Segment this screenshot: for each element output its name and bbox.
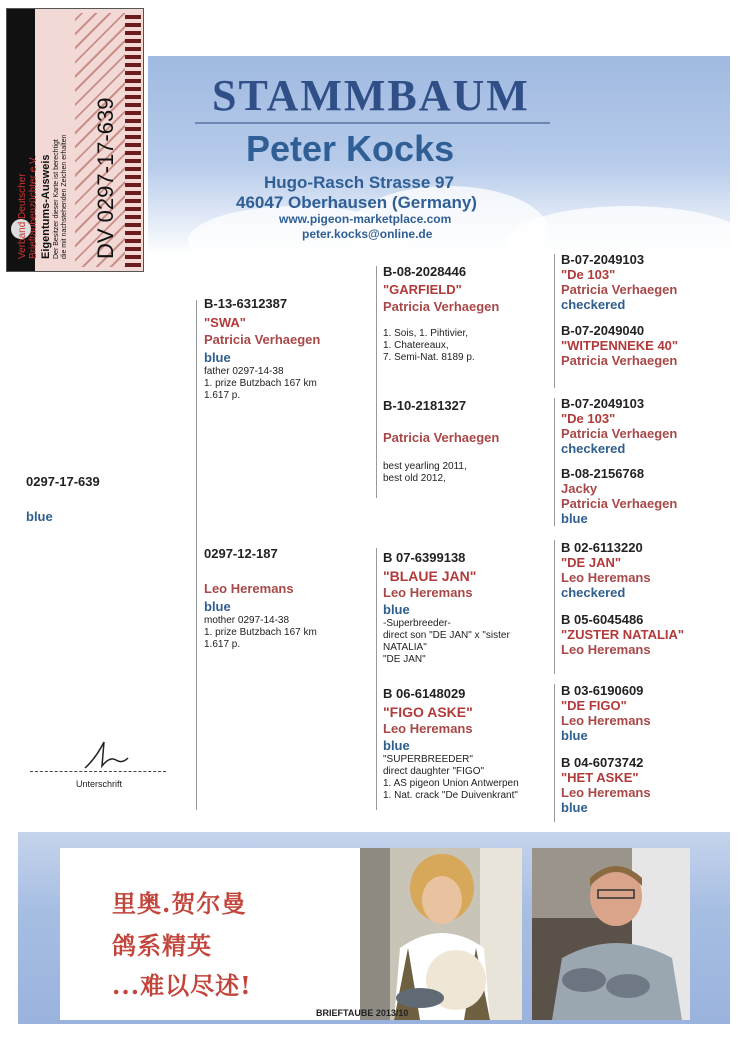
gg-ring: B-07-2049103 [561,396,645,411]
signature-label: Unterschrift [76,779,123,789]
mm-color: blue [383,738,410,753]
fm-note: best yearling 2011, best old 2012, [383,461,467,484]
gg-ring: B-07-2049103 [561,252,645,267]
gg-name: "DE FIGO" [561,698,627,713]
owner-city: 46047 Oberhausen (Germany) [236,193,477,212]
gg-breeder: Patricia Verhaegen [561,282,678,297]
card-fineprint-2: die mit nachstehenden Zeichen erhalten [61,134,68,259]
gg-breeder: Patricia Verhaegen [561,496,678,511]
subject-ring: 0297-17-639 [26,474,100,489]
ad-line-3: ...难以尽述! [112,971,252,1000]
photo-breeder-man [532,848,690,1020]
gg-color: blue [561,800,588,815]
gg-name: "De 103" [561,267,616,282]
gg-block-7 [561,683,651,743]
ff-block [383,264,499,364]
gg-color: checkered [561,297,626,312]
mf-breeder: Leo Heremans [383,585,473,600]
gg-color: checkered [561,441,626,456]
gg-breeder: Leo Heremans [561,570,651,585]
mf-block [383,550,510,666]
father-breeder: Patricia Verhaegen [204,332,321,347]
ff-ring: B-08-2028446 [383,264,467,279]
bracket-line-gen3-2 [554,398,555,526]
gg-block-6 [561,612,684,657]
father-note: father 0297-14-38 1. prize Butzbach 167 km 1.617 p. [204,366,317,401]
bracket-line-gen3-4 [554,684,555,822]
ad-line-2: 鸽系精英 [112,931,212,960]
mm-note: "SUPERBREEDER" direct daughter "FIGO" 1. AS pigeon Union Antwerpen 1. Nat. crack "De Duivenkrant" [383,754,519,801]
father-name: "SWA" [204,315,246,330]
gg-ring: B 05-6045486 [561,612,644,627]
card-number: DV 0297-17-639 [93,97,118,259]
owner-street: Hugo-Rasch Strasse 97 [264,173,454,192]
photo-credit: BRIEFTAUBE 2013/10 [316,1008,409,1018]
mm-ring: B 06-6148029 [383,686,466,701]
bracket-line-gen1 [196,300,197,810]
ad-line-1: 里奥.贺尔曼 [112,889,247,918]
mm-name: "FIGO ASKE" [383,704,473,720]
gg-block-8 [561,755,651,815]
gg-name: Jacky [561,481,598,496]
page-title: STAMMBAUM [212,71,530,120]
ad-panel [60,848,360,1020]
gg-name: "De 103" [561,411,616,426]
photo-breeder-woman [360,848,522,1020]
ownership-card [6,8,144,272]
card-border-pattern [125,13,141,267]
signature-line [30,771,166,772]
owner-email[interactable]: peter.kocks@online.de [302,227,433,241]
gg-breeder: Leo Heremans [561,785,651,800]
father-block [204,296,320,402]
gg-breeder: Patricia Verhaegen [561,426,678,441]
owner-name: Peter Kocks [246,128,455,169]
ff-name: "GARFIELD" [383,282,462,297]
fm-block [383,398,499,485]
owner-website[interactable]: www.pigeon-marketplace.com [279,212,452,226]
gg-color: blue [561,728,588,743]
title-underline [195,122,550,124]
mother-note: mother 0297-14-38 1. prize Butzbach 167 km 1.617 p. [204,615,317,650]
gg-ring: B-08-2156768 [561,466,645,481]
gg-name: "DE JAN" [561,555,622,570]
mm-block [383,686,519,802]
gg-color: checkered [561,585,626,600]
mother-ring: 0297-12-187 [204,546,278,561]
gg-name: "HET ASKE" [561,770,639,785]
mf-ring: B 07-6399138 [383,550,466,565]
mf-color: blue [383,602,410,617]
subject-color: blue [26,509,53,524]
gg-name: "WITPENNEKE 40" [561,338,679,353]
gg-block-2 [561,323,678,368]
card-association: Verband Deutscher [17,173,28,259]
mf-note: -Superbreeder- direct son "DE JAN" x "sister NATALIA" "DE JAN" [383,618,510,665]
bracket-line-gen2-bottom [376,548,377,810]
father-color: blue [204,350,231,365]
ff-note: 1. Sois, 1. Pihtivier, 1. Chatereaux, 7. Semi-Nat. 8189 p. [383,328,475,363]
father-ring: B-13-6312387 [204,296,288,311]
gg-block-5 [561,540,651,600]
gg-ring: B 03-6190609 [561,683,644,698]
signature-mark [82,738,132,770]
mother-breeder: Leo Heremans [204,581,294,596]
mf-name: "BLAUE JAN" [383,568,477,584]
gg-block-1 [561,252,677,312]
mother-block [204,546,317,651]
fm-ring: B-10-2181327 [383,398,467,413]
card-association-2: Brieftaubenzüchter e.V. [28,155,39,259]
gg-ring: B 04-6073742 [561,755,644,770]
gg-breeder: Patricia Verhaegen [561,353,678,368]
card-title: Eigentums-Ausweis [40,154,52,259]
mother-color: blue [204,599,231,614]
gg-ring: B-07-2049040 [561,323,645,338]
gg-block-4 [561,466,677,526]
fm-breeder: Patricia Verhaegen [383,430,500,445]
gg-ring: B 02-6113220 [561,540,643,555]
gg-block-3 [561,396,677,456]
bracket-line-gen3-1 [554,254,555,388]
bracket-line-gen3-3 [554,540,555,674]
gg-name: "ZUSTER NATALIA" [561,627,685,642]
gg-color: blue [561,511,588,526]
ff-breeder: Patricia Verhaegen [383,299,500,314]
gg-breeder: Leo Heremans [561,713,651,728]
gg-breeder: Leo Heremans [561,642,651,657]
card-fineprint-1: Der Besitzer dieser Karte ist berechtigt [53,139,60,259]
mm-breeder: Leo Heremans [383,721,473,736]
bracket-line-gen2-top [376,266,377,498]
